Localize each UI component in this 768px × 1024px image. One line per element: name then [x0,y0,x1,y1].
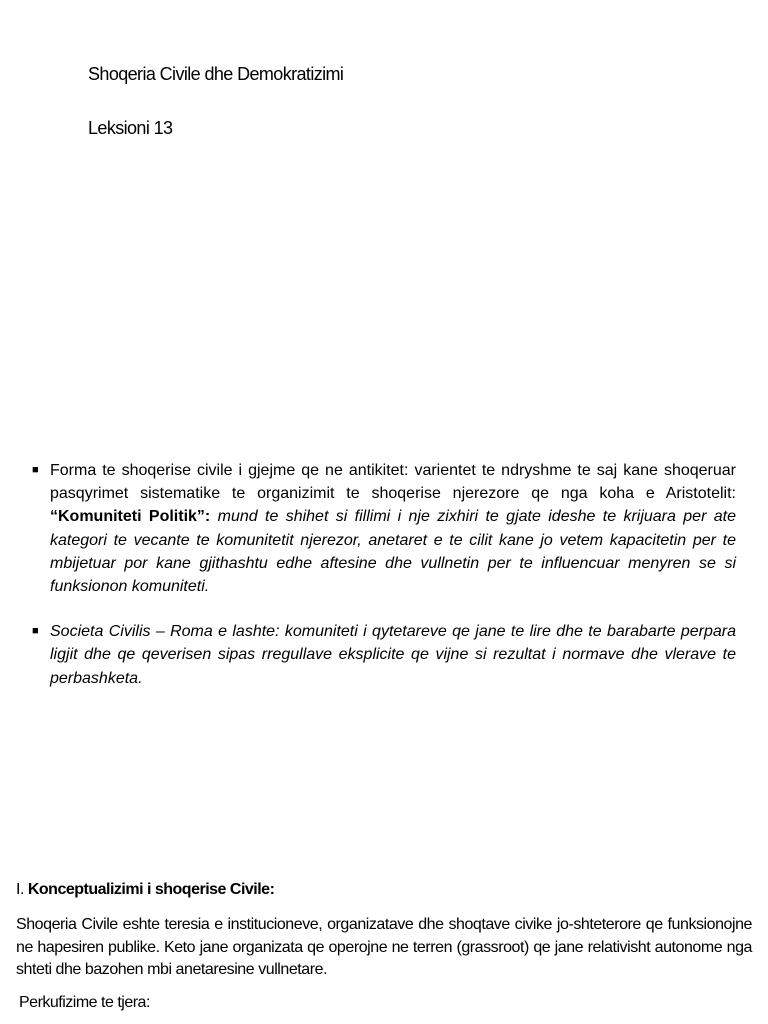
section-paragraph: Shoqeria Civile eshte teresia e institucioneve, organizatave dhe shoqtave civike jo-shteterore qe funksionojne ne hapesiren publike. Keto jane organizata qe operojne ne terren (grassroot) qe jane relativisht autonome nga shteti dhe bazohen mbi anetaresine vullnetare. [16,916,752,978]
bullet-square-icon: ■ [32,625,39,638]
bullet-square-icon: ■ [32,464,39,476]
bullet-text-italic: mund te shihet si fillimi i nje zixhiri te gjate ideshe te krijuara per ate kategori te vecante te komunitetit njerezor, anetaret e te cilit kane jo vetem kapacitetin per te mbijetuar por kane gjithashtu edhe aftesine dhe vullnetin per te influencuar menyren se si funksionon komuniteti. [50,508,737,596]
document-title: Shoqeria Civile dhe Demokratizimi [88,64,344,84]
other-definitions-label: Perkufizime te tjera: [19,994,150,1011]
section-heading [16,881,274,899]
bullet-item-societa [30,620,736,690]
bullet-item-politik [30,459,736,598]
section-number: I. [16,881,28,898]
bullet-text-plain: Forma te shoqerise civile i gjejme qe ne antikitet: varientet te ndryshme te saj kane shoqeruar pasqyrimet sistematike te organizimit te shoqerise njerezore qe nga koha e Aristotelit: [50,462,736,503]
bullet-text-italic: Societa Civilis – Roma e lashte: komuniteti i qytetareve qe jane te lire dhe te barabarte perpara ligjit dhe qe qeverisen sipas rregullave eksplicite qe vijne si rezultat i normave dhe vlerave te perbashketa. [50,623,736,687]
lesson-number: Leksioni 13 [88,118,173,138]
bullet-text-bold: “Komuniteti Politik”: [50,508,211,526]
bullet-list [30,459,736,712]
section-heading-text: Konceptualizimi i shoqerise Civile: [27,881,275,898]
